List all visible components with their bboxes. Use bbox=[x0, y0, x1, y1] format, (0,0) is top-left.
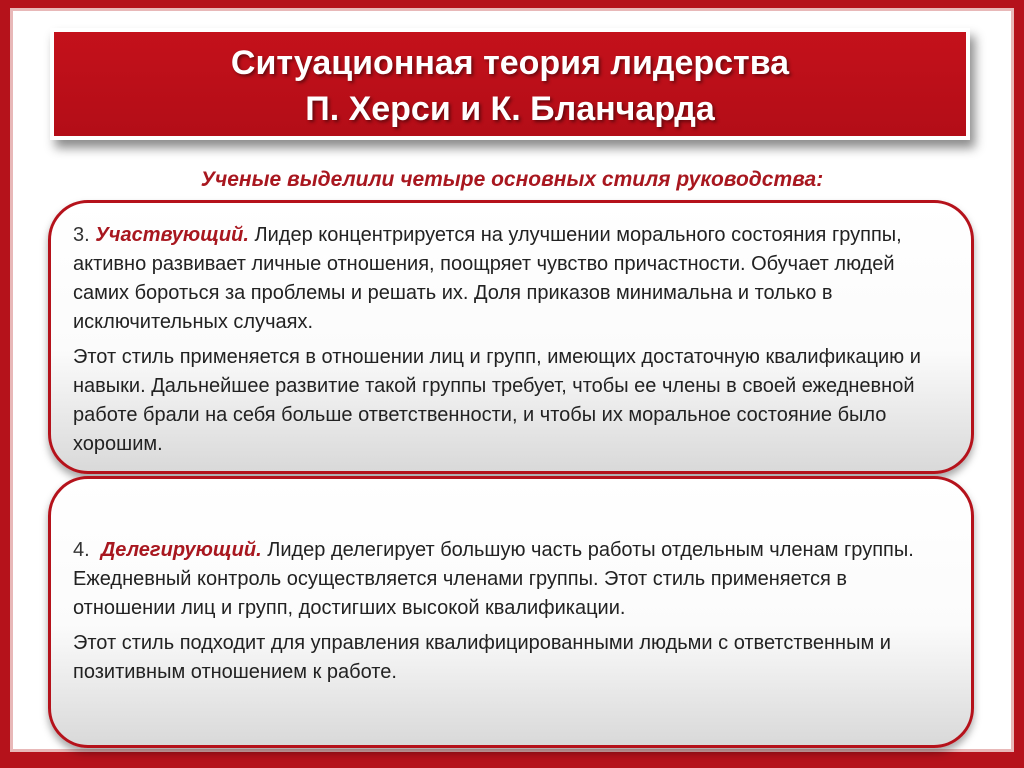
style-application: Этот стиль применяется в отношении лиц и групп, имеющих достаточную квалификацию и навыки. Дальнейшее развитие такой группы требует, чтобы ее члены в своей ежедневной работе брали на себя больше ответственности, и чтобы их моральное состояние было хорошим. bbox=[73, 346, 921, 455]
style-number: 3. bbox=[73, 224, 90, 246]
subtitle: Ученые выделили четыре основных стиля руководства: bbox=[200, 168, 824, 191]
style-card-delegating bbox=[48, 476, 974, 748]
style-name: Участвующий. bbox=[95, 224, 249, 246]
style-description: Лидер концентрируется на улучшении морального состояния группы, активно развивает личные отношения, поощряет чувство причастности. Обучает людей самих бороться за проблемы и решать их. Доля приказов минимальна и только в исключительных случаях. bbox=[73, 224, 902, 333]
style-number: 4. bbox=[73, 539, 90, 561]
style-description-paragraph bbox=[73, 221, 949, 337]
title-line-2: П. Херси и К. Бланчарда bbox=[305, 90, 715, 128]
title-line-1: Ситуационная теория лидерства bbox=[230, 44, 790, 82]
style-card-participating bbox=[48, 200, 974, 474]
style-name: Делегирующий. bbox=[100, 539, 262, 561]
title-banner bbox=[50, 28, 970, 140]
style-application: Этот стиль подходит для управления квалифицированными людьми с ответственным и позитивным отношением к работе. bbox=[73, 632, 891, 683]
style-description-paragraph bbox=[73, 536, 949, 623]
style-description: Лидер делегирует большую часть работы отдельным членам группы. Ежедневный контроль осуществляется членами группы. Этот стиль применяется в отношении лиц и групп, достигших высокой квалификации. bbox=[73, 539, 914, 619]
